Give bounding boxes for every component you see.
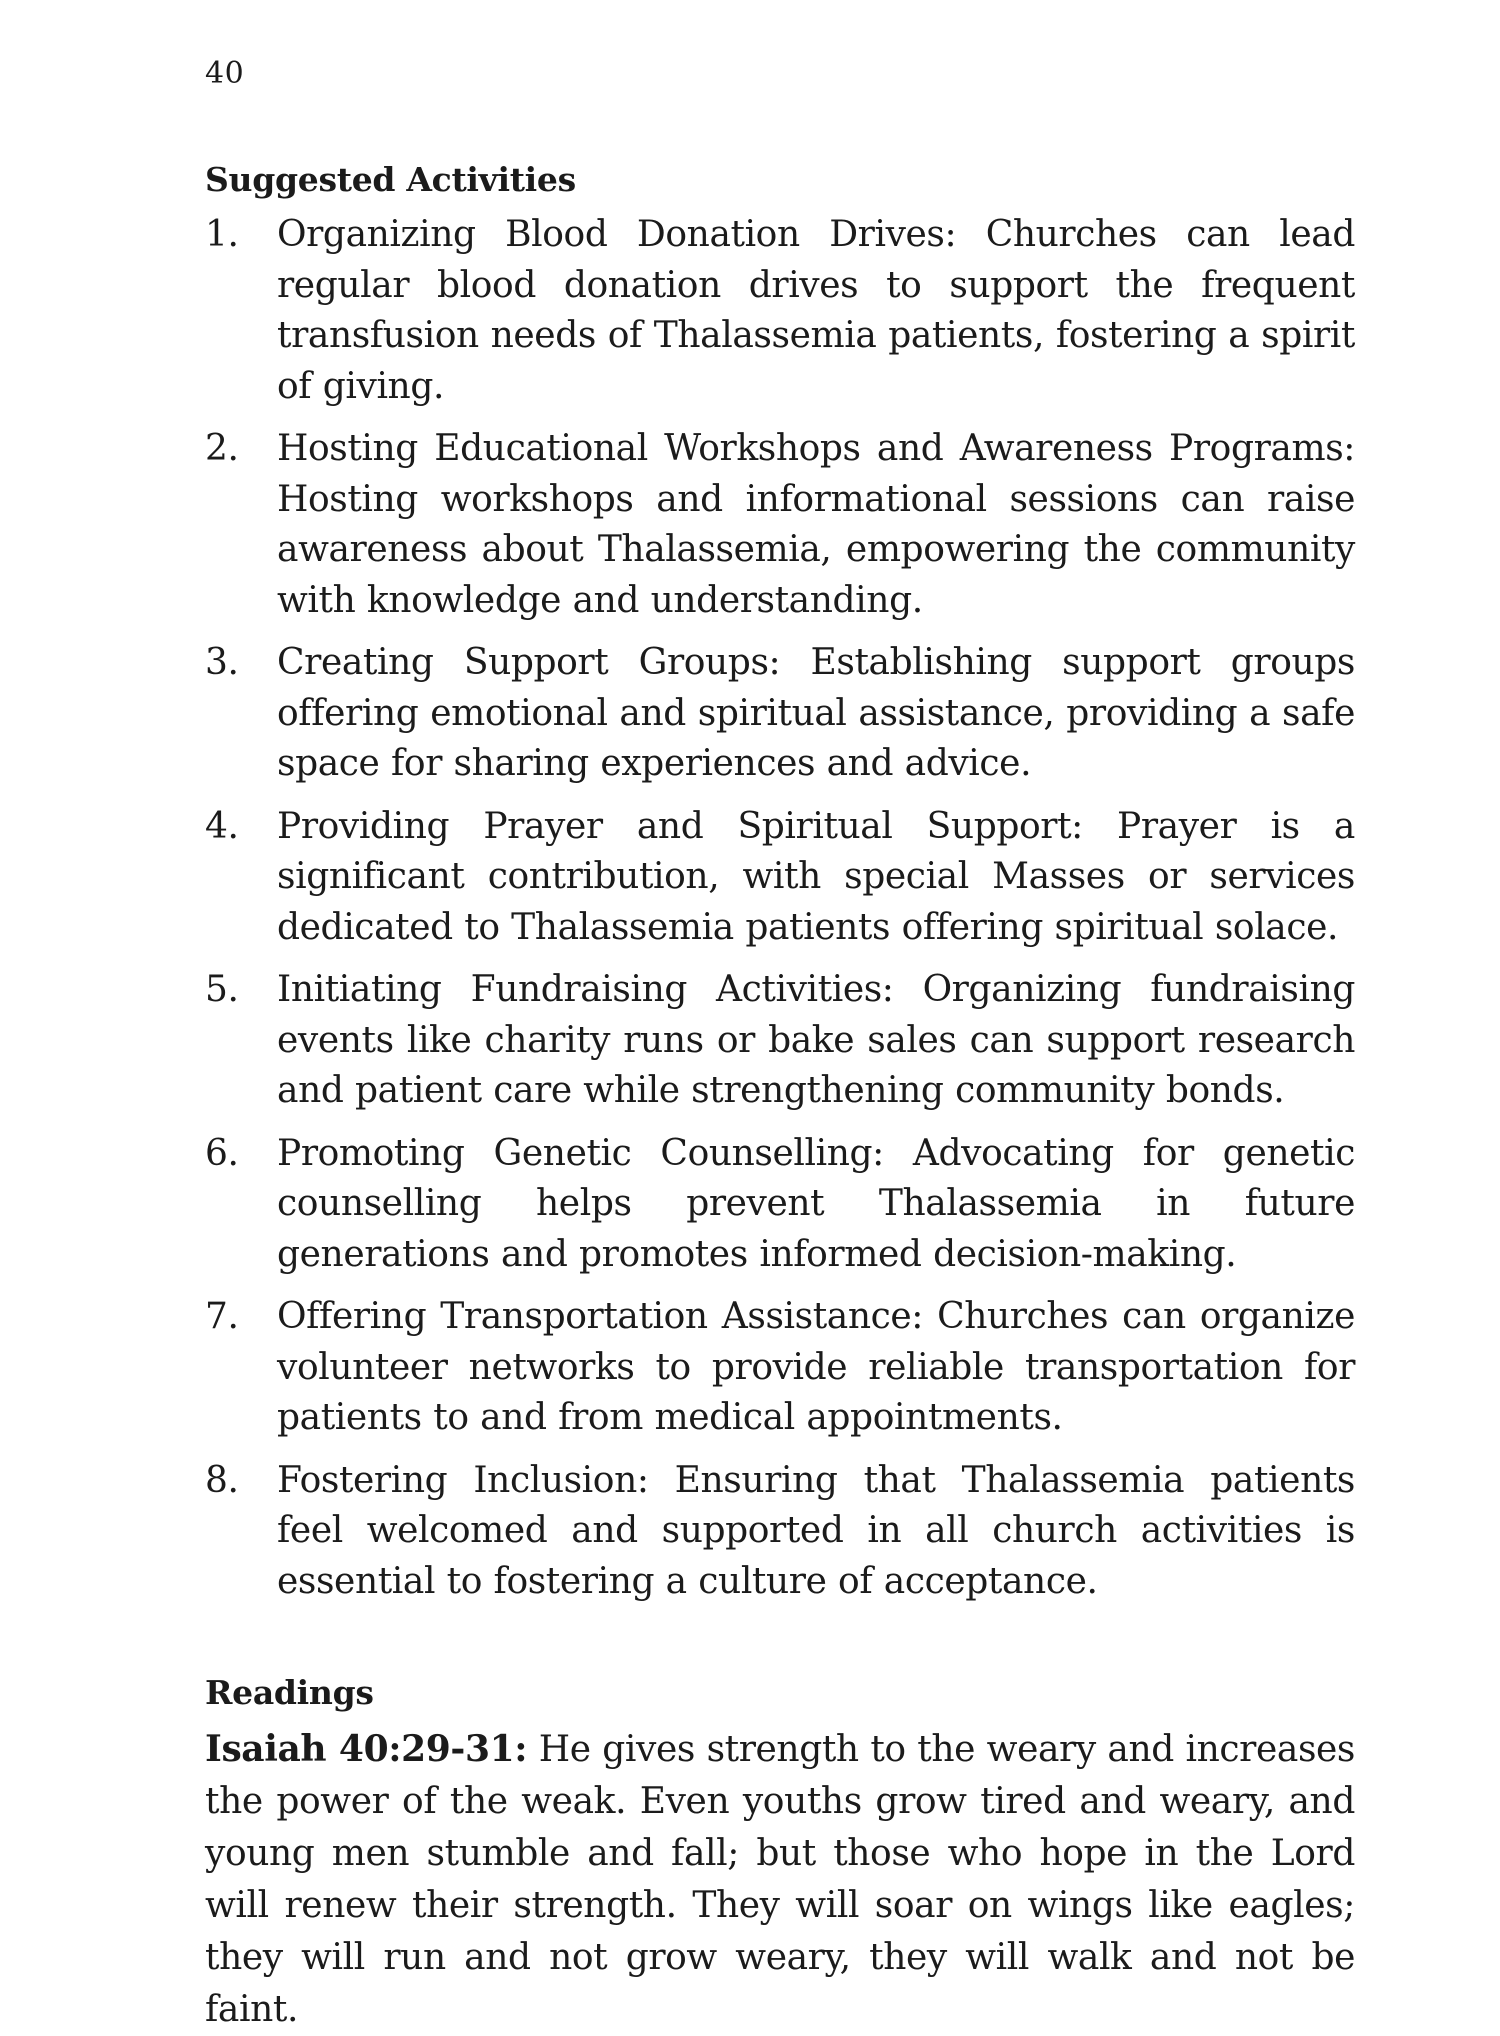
activities-list [205, 210, 1355, 1607]
reading-text: He gives strength to the weary and increases the power of the weak. Even youths grow tired and weary, and young men stumble and fall; but those who hope in the Lord will renew their strength. They will soar on wings like eagles; they will run and not grow weary, they will walk and not be faint. [205, 1729, 1356, 2030]
list-item-text: Fostering Inclusion: Ensuring that Thalassemia patients feel welcomed and supported in all church activities is essential to fostering a culture of acceptance. [277, 1459, 1355, 1602]
list-item [205, 965, 1355, 1117]
suggested-activities-heading: Suggested Activities [205, 160, 576, 199]
list-item [205, 638, 1355, 790]
list-item-text: Providing Prayer and Spiritual Support: Prayer is a significant contribution, with special Masses or services dedicated to Thalassemia patients offering spiritual solace. [277, 805, 1355, 948]
reading-passage [205, 1723, 1355, 2036]
list-item [205, 1456, 1355, 1608]
list-item [205, 424, 1355, 626]
list-item-number: 1. [205, 214, 239, 255]
list-item [205, 210, 1355, 412]
list-item [205, 1292, 1355, 1444]
list-item [205, 802, 1355, 954]
list-item-number: 4. [205, 805, 239, 847]
list-item-text: Promoting Genetic Counselling: Advocating for genetic counselling helps prevent Thalassemia in future generations and promotes informed decision-making. [277, 1132, 1355, 1275]
list-item-number: 5. [205, 969, 239, 1010]
list-item-number: 8. [205, 1459, 239, 1501]
list-item-text: Initiating Fundraising Activities: Organizing fundraising events like charity runs or bake sales can support research and patient care while strengthening community bonds. [277, 969, 1355, 1111]
reading-reference: Isaiah 40:29-31: [205, 1728, 528, 1770]
list-item-text: Offering Transportation Assistance: Churches can organize volunteer networks to provide reliable transportation for patients to and from medical appointments. [277, 1296, 1355, 1438]
list-item-number: 2. [205, 428, 239, 469]
list-item-text: Organizing Blood Donation Drives: Churches can lead regular blood donation drives to support the frequent transfusion needs of Thalassemia patients, fostering a spirit of giving. [277, 214, 1355, 407]
list-item-text: Hosting Educational Workshops and Awareness Programs: Hosting workshops and informational sessions can raise awareness about Thalassemia, empowering the community with knowledge and understanding. [277, 428, 1355, 621]
list-item [205, 1129, 1355, 1281]
readings-heading: Readings [205, 1673, 374, 1712]
page-number: 40 [205, 56, 245, 91]
list-item-number: 7. [205, 1296, 239, 1337]
list-item-number: 6. [205, 1132, 239, 1174]
page-content [205, 158, 1355, 2036]
list-item-text: Creating Support Groups: Establishing support groups offering emotional and spiritual assistance, providing a safe space for sharing experiences and advice. [277, 642, 1355, 784]
list-item-number: 3. [205, 642, 239, 683]
